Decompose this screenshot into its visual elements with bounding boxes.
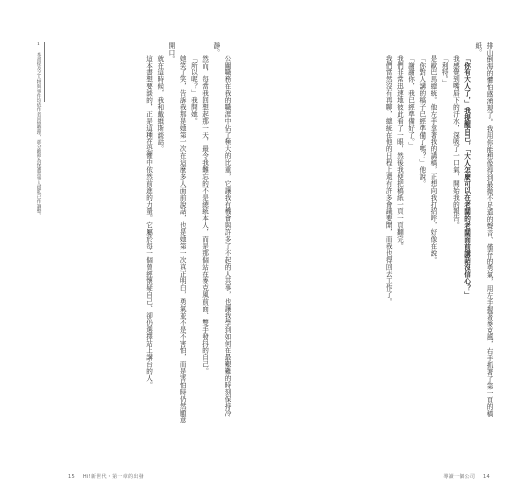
body-paragraph: 「你對人講的稿子已經準備了嗎？」他說。 — [417, 55, 426, 188]
body-paragraph: 我們當然沒有再聊，總統在他的日程上還有許多會議要開，而我也得回去工作了。 — [384, 55, 393, 306]
running-footer-chapter: 導讀一個公司 — [443, 474, 476, 480]
body-paragraph: 公關職務在我的職涯中佔了極大的比重，它讓我有機會與許多了不起的人共事，也讓我學到如何在最艱難的時刻保持冷靜。 — [211, 42, 231, 417]
body-paragraph: 排山倒海的懼怕感湧現了。我用你能想像得到最微不足道的聲音、僅存的勇氣，用左手握著麥克風，右手抓著了第一頁的稿紙。 — [473, 42, 493, 418]
body-paragraph: 就在這時候，我和戴維斯談話。 — [155, 55, 164, 153]
body-paragraph: 「謝謝你，我已經準備好了。」 — [406, 55, 415, 150]
running-footer-chapter: Hi!新世代・第一章的出發 — [82, 474, 144, 480]
left-page-body-text — [62, 42, 232, 428]
footnote-marker: 1 — [36, 42, 41, 47]
page-number: 15 — [68, 474, 75, 480]
left-page-footer — [62, 473, 144, 480]
body-paragraph: 她笑了笑，告訴我那是她第一次在這麼多人面前說話，也是她第一次真正明白，勇氣並不是不害怕，而是害怕時仍然願意開口。 — [166, 42, 187, 424]
right-page — [260, 0, 520, 500]
footnote-divider — [44, 42, 45, 102]
body-paragraph: 是歐巴馬總統。他左手拿著我的講稿，正想向我打招呼，好像在說。 — [428, 55, 437, 264]
right-page-body-text — [282, 42, 494, 428]
right-page-footer — [443, 473, 496, 480]
page-number: 14 — [483, 474, 490, 480]
body-paragraph: 我感覺到嘴唇下的汗水，深吸了一口氣，開始我的報告。 — [451, 55, 460, 229]
body-paragraph: 我們非常迅速地彼此看了一眼，然後我便把稿紙一頁一頁翻完。 — [395, 55, 404, 250]
body-paragraph-emphasis: 「你有大人了，」我提醒自己，「大人怎麼可以在老闆的老闆面前講話沒信心？」 — [462, 55, 471, 299]
body-paragraph: 然而，每當我回想起那一天，最令我難忘的不是總統本人，而是那個站在麥克風前面、雙手發抖的自己。 — [200, 55, 209, 375]
footnote-text: 本書提及之人物與事件均依作者回憶整理，部分細節為保護當事人隱私已作調整。 — [36, 52, 41, 218]
body-paragraph: 「利特。」 — [440, 55, 449, 87]
body-paragraph: 「所以呢？」我問她。 — [189, 55, 198, 125]
footnote — [12, 42, 42, 428]
body-paragraph: 這本書想要談的，正是這種在恐懼中依然前進的力量。它屬於每一個曾經懷疑自己、卻仍選擇站上講台的人。 — [144, 55, 153, 389]
